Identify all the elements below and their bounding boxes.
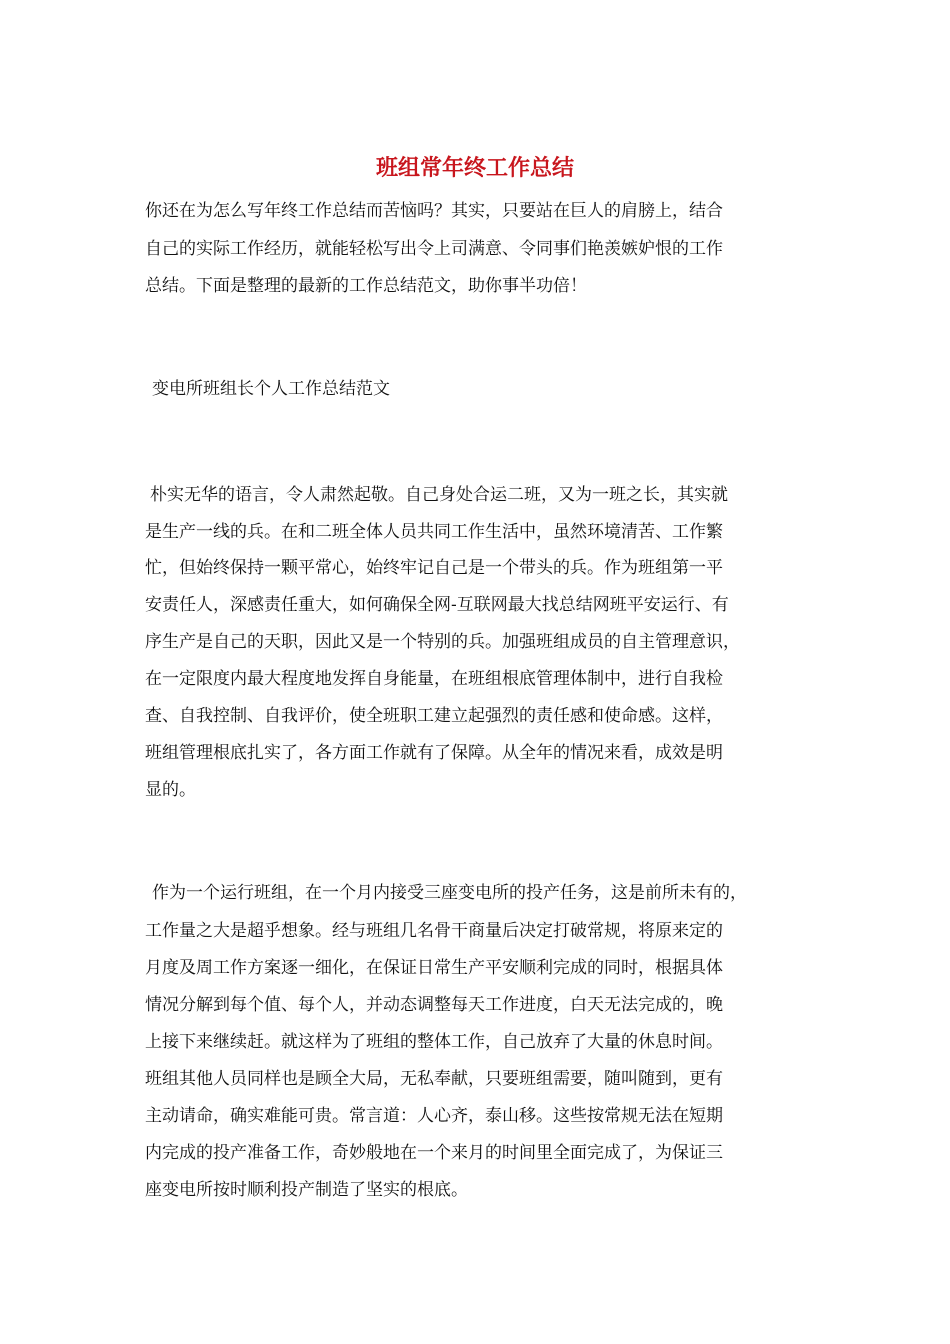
paragraph2-line-2: 工作量之大是超乎想象。经与班组几名骨干商量后决定打破常规，将原来定的 — [145, 921, 723, 941]
intro-line-3: 总结。下面是整理的最新的工作总结范文，助你事半功倍！ — [145, 276, 587, 296]
paragraph2-line-7: 主动请命，确实难能可贵。常言道：人心齐，泰山移。这些按常规无法在短期 — [145, 1106, 723, 1126]
paragraph1-line-1: 朴实无华的语言，令人肃然起敬。自己身处合运二班，又为一班之长，其实就 — [150, 485, 728, 505]
paragraph1-line-2: 是生产一线的兵。在和二班全体人员共同工作生活中，虽然环境清苦、工作繁 — [145, 522, 723, 542]
section-subtitle: 变电所班组长个人工作总结范文 — [152, 379, 390, 399]
intro-line-1: 你还在为怎么写年终工作总结而苦恼吗？其实，只要站在巨人的肩膀上，结合 — [145, 201, 723, 221]
paragraph2-line-3: 月度及周工作方案逐一细化，在保证日常生产平安顺利完成的同时，根据具体 — [145, 958, 723, 978]
paragraph1-line-7: 查、自我控制、自我评价，使全班职工建立起强烈的责任感和使命感。这样， — [145, 706, 723, 726]
paragraph1-line-6: 在一定限度内最大程度地发挥自身能量，在班组根底管理体制中，进行自我检 — [145, 669, 723, 689]
paragraph1-line-8: 班组管理根底扎实了，各方面工作就有了保障。从全年的情况来看，成效是明 — [145, 743, 723, 763]
paragraph2-line-5: 上接下来继续赶。就这样为了班组的整体工作，自己放弃了大量的休息时间。 — [145, 1032, 723, 1052]
paragraph1-line-4: 安责任人，深感责任重大，如何确保全网-互联网最大找总结网班平安运行、有 — [145, 595, 729, 615]
paragraph2-line-4: 情况分解到每个值、每个人，并动态调整每天工作进度，白天无法完成的，晚 — [145, 995, 723, 1015]
intro-line-2: 自己的实际工作经历，就能轻松写出令上司满意、令同事们艳羡嫉妒恨的工作 — [145, 239, 723, 259]
paragraph2-line-1: 作为一个运行班组，在一个月内接受三座变电所的投产任务，这是前所未有的， — [152, 883, 747, 903]
paragraph1-line-3: 忙，但始终保持一颗平常心，始终牢记自己是一个带头的兵。作为班组第一平 — [145, 558, 723, 578]
document-title: 班组常年终工作总结 — [375, 155, 574, 181]
paragraph1-line-9: 显的。 — [145, 780, 196, 800]
paragraph1-line-5: 序生产是自己的天职，因此又是一个特别的兵。加强班组成员的自主管理意识， — [145, 632, 740, 652]
paragraph2-line-6: 班组其他人员同样也是顾全大局，无私奉献，只要班组需要，随叫随到，更有 — [145, 1069, 723, 1089]
paragraph2-line-9: 座变电所按时顺利投产制造了坚实的根底。 — [145, 1180, 468, 1200]
paragraph2-line-8: 内完成的投产准备工作，奇妙般地在一个来月的时间里全面完成了，为保证三 — [145, 1143, 723, 1163]
